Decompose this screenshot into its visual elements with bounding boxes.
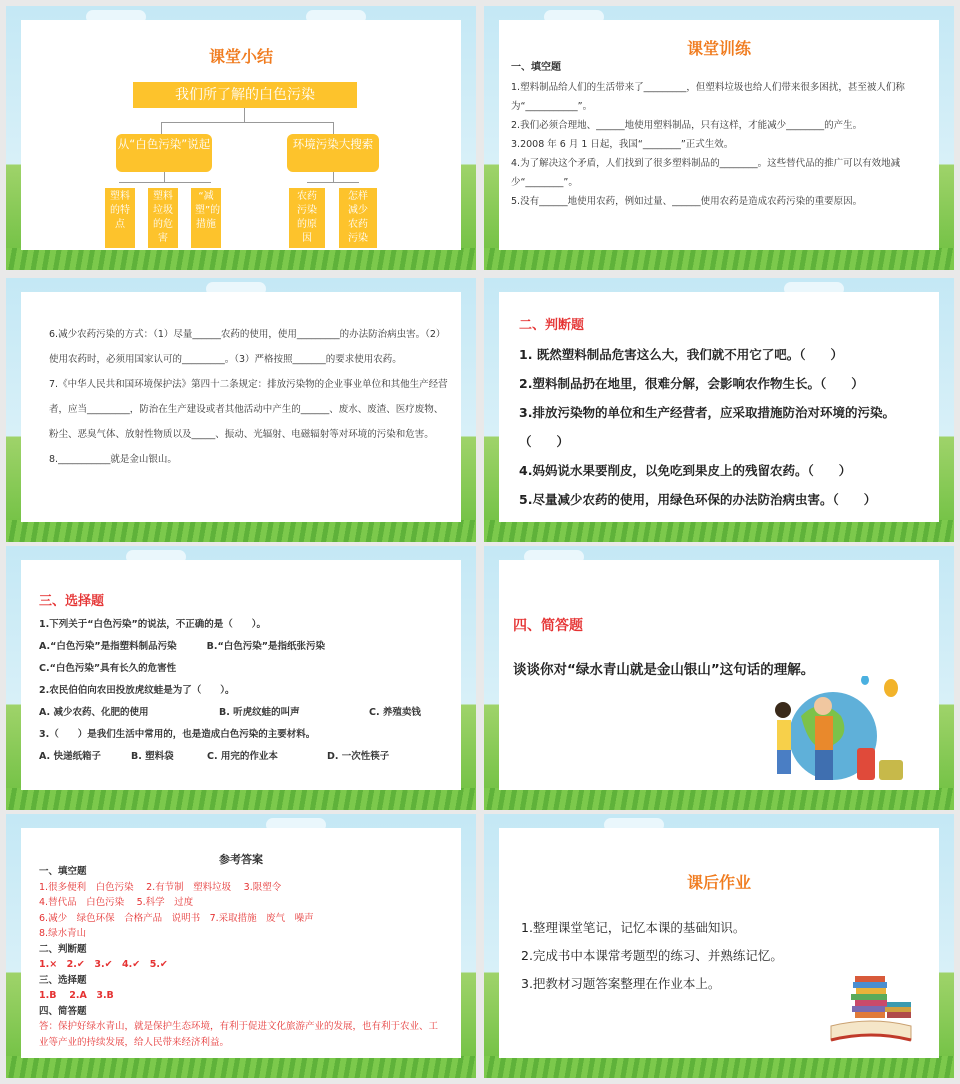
question: 5.尽量减少农药的使用，用绿色环保的办法防治病虫害。（ ） bbox=[519, 492, 877, 507]
mindmap-leaf: 农药污染的原因 bbox=[289, 188, 325, 248]
question: 8.___________就是金山银山。 bbox=[49, 454, 177, 465]
answer-heading: 一、填空题 bbox=[39, 866, 87, 877]
section-heading: 一、填空题 bbox=[511, 62, 561, 73]
question: 1.下列关于“白色污染”的说法，不正确的是（ ）。 bbox=[39, 619, 266, 630]
question: 4.妈妈说水果要削皮，以免吃到果皮上的残留农药。（ ） bbox=[519, 463, 852, 478]
question: 4.为了解决这个矛盾，人们找到了很多塑料制品的________。这些替代品的推广可以有效地减少“________”。 bbox=[511, 158, 901, 188]
option: C. 用完的作业本 bbox=[207, 751, 278, 762]
question: 谈谈你对“绿水青山就是金山银山”这句话的理解。 bbox=[513, 662, 815, 678]
option: B. 塑料袋 bbox=[131, 751, 174, 762]
section-heading: 四、简答题 bbox=[513, 618, 583, 634]
question: 2.农民伯伯向农田投放虎纹蛙是为了（ ）。 bbox=[39, 685, 235, 696]
answer-line: 6.减少 绿色环保 合格产品 说明书 7.采取措施 废气 噪声 bbox=[39, 912, 314, 924]
slide-short-answer bbox=[484, 546, 954, 810]
answer-heading: 四、简答题 bbox=[39, 1005, 87, 1017]
mindmap-root: 我们所了解的白色污染 bbox=[133, 82, 357, 108]
option: B.“白色污染”是指纸张污染 bbox=[206, 641, 325, 652]
slide-choice bbox=[6, 546, 476, 810]
answer-line: 1.× 2.✔ 3.✔ 4.✔ 5.✔ bbox=[39, 959, 168, 970]
slide-title: 课堂训练 bbox=[686, 39, 751, 58]
answer-heading: 二、判断题 bbox=[39, 943, 87, 955]
question: 2.我们必须合理地、______地使用塑料制品，只有这样，才能减少________的产生。 bbox=[511, 120, 863, 131]
mindmap-leaf: 塑料垃圾的危害 bbox=[148, 188, 178, 248]
section-heading: 三、选择题 bbox=[39, 594, 105, 609]
question: 6.减少农药污染的方式：（1）尽量______农药的使用，使用_________的办法防治病虫害。（2）使用农药时，必须用国家认可的_________。（3）严格按照_______的要求使用农药。 bbox=[49, 329, 446, 365]
homework-item: 1.整理课堂笔记，记忆本课的基础知识。 bbox=[521, 920, 746, 935]
option: C. 养殖卖钱 bbox=[369, 707, 421, 718]
answer-line: 4.替代品 白色污染 5.科学 过度 bbox=[39, 897, 194, 908]
question: 1. 既然塑料制品危害这么大，我们就不用它了吧。（ ） bbox=[519, 347, 844, 362]
mindmap-leaf: “减塑”的措施 bbox=[191, 188, 221, 248]
slide-judgement bbox=[484, 278, 954, 542]
answer-line: 答：保护好绿水青山，就是保护生态环境，有利于促进文化旅游产业的发展，也有利于农业、工业等产业的持续发展，给人民带来经济利益。 bbox=[39, 1021, 439, 1048]
travel-illustration bbox=[761, 676, 931, 794]
option: B. 听虎纹蛙的叫声 bbox=[219, 707, 300, 718]
answer-line: 1.很多便利 白色污染 2.有节制 塑料垃圾 3.限塑令 bbox=[39, 881, 282, 893]
question: 7.《中华人民共和国环境保护法》第四十二条规定：排放污染物的企业事业单位和其他生产经营者，应当_________，防治在生产建设或者其他活动中产生的______、废水、废渣、医疗废物、粉尘、恶臭气体、放射性物质以及_____、振动、光辐射、电磁辐射等对环境的污染和危害。 bbox=[49, 379, 448, 440]
books-illustration bbox=[821, 966, 921, 1056]
mindmap-branch-right: 环境污染大搜索 bbox=[287, 134, 379, 172]
question: 3.2008 年 6 月 1 日起，我国“________”正式生效。 bbox=[511, 139, 734, 150]
option: D. 一次性筷子 bbox=[327, 751, 390, 762]
answer-line: 1.B 2.A 3.B bbox=[39, 990, 114, 1001]
slide-homework bbox=[484, 814, 954, 1078]
slide-practice-fill bbox=[484, 6, 954, 270]
answer-line: 8.绿水青山 bbox=[39, 928, 87, 939]
option: A. 减少农药、化肥的使用 bbox=[39, 707, 149, 718]
question: 5.没有______地使用农药，例如过量、______使用农药是造成农药污染的重要原因。 bbox=[511, 196, 863, 207]
option: A. 快递纸箱子 bbox=[39, 751, 101, 762]
slide-title: 课后作业 bbox=[686, 873, 751, 892]
mindmap-leaf: 塑料的特点 bbox=[105, 188, 135, 248]
question: 1.塑料制品给人们的生活带来了_________，但塑料垃圾也给人们带来很多困扰，甚至被人们称为“___________”。 bbox=[511, 82, 905, 112]
option: A.“白色污染”是指塑料制品污染 bbox=[39, 641, 177, 652]
answer-heading: 三、选择题 bbox=[39, 974, 87, 986]
slide-title: 参考答案 bbox=[219, 853, 263, 866]
question: 3.（ ）是我们生活中常用的，也是造成白色污染的主要材料。 bbox=[39, 729, 316, 740]
section-heading: 二、判断题 bbox=[519, 318, 585, 333]
question: 2.塑料制品扔在地里，很难分解，会影响农作物生长。（ ） bbox=[519, 376, 864, 391]
slide-answers bbox=[6, 814, 476, 1078]
homework-item: 2.完成书中本课常考题型的练习、并熟练记忆。 bbox=[521, 948, 783, 963]
mindmap-branch-left: 从“白色污染”说起 bbox=[116, 134, 212, 172]
slide-practice-fill-2 bbox=[6, 278, 476, 542]
option: C.“白色污染”具有长久的危害性 bbox=[39, 663, 177, 674]
mindmap-leaf: 怎样减少农药污染 bbox=[339, 188, 377, 248]
slide-summary bbox=[6, 6, 476, 270]
slide-title: 课堂小结 bbox=[208, 47, 273, 66]
question: 3.排放污染物的单位和生产经营者，应采取措施防治对环境的污染。（ ） bbox=[519, 405, 895, 449]
homework-item: 3.把教材习题答案整理在作业本上。 bbox=[521, 976, 721, 991]
